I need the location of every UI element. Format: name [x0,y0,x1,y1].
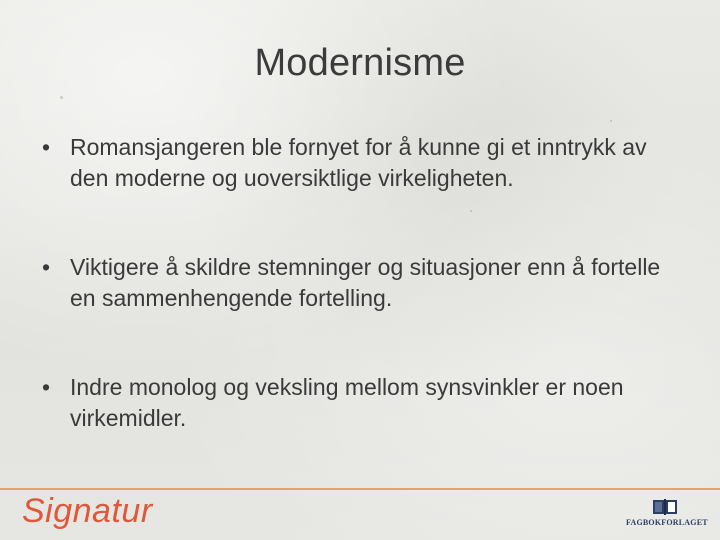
slide-title: Modernisme [254,42,466,84]
bullet-text: Romansjangeren ble fornyet for å kunne gi et inntrykk av den moderne og uoversiktlige virkeligheten. [70,134,647,191]
bullet-marker: • [42,134,51,160]
bullet-item [42,252,682,314]
background-speck [60,96,63,99]
brand-logo-signatur: Signatur [22,492,153,530]
bullet-text: Indre monolog og veksling mellom synsvinkler er noen virkemidler. [70,374,624,431]
book-icon [652,498,678,516]
bullet-item [42,372,682,434]
background-speck [610,120,612,122]
footer-divider [0,488,720,490]
bullet-marker: • [42,374,51,400]
bullet-marker: • [42,254,51,280]
publisher-logo [626,496,706,530]
bullet-item [42,132,682,194]
publisher-name: FAGBOKFORLAGET [626,518,708,527]
bullet-text: Viktigere å skildre stemninger og situasjoner enn å fortelle en sammenhengende fortelling. [70,254,661,311]
bullet-list [42,132,682,434]
